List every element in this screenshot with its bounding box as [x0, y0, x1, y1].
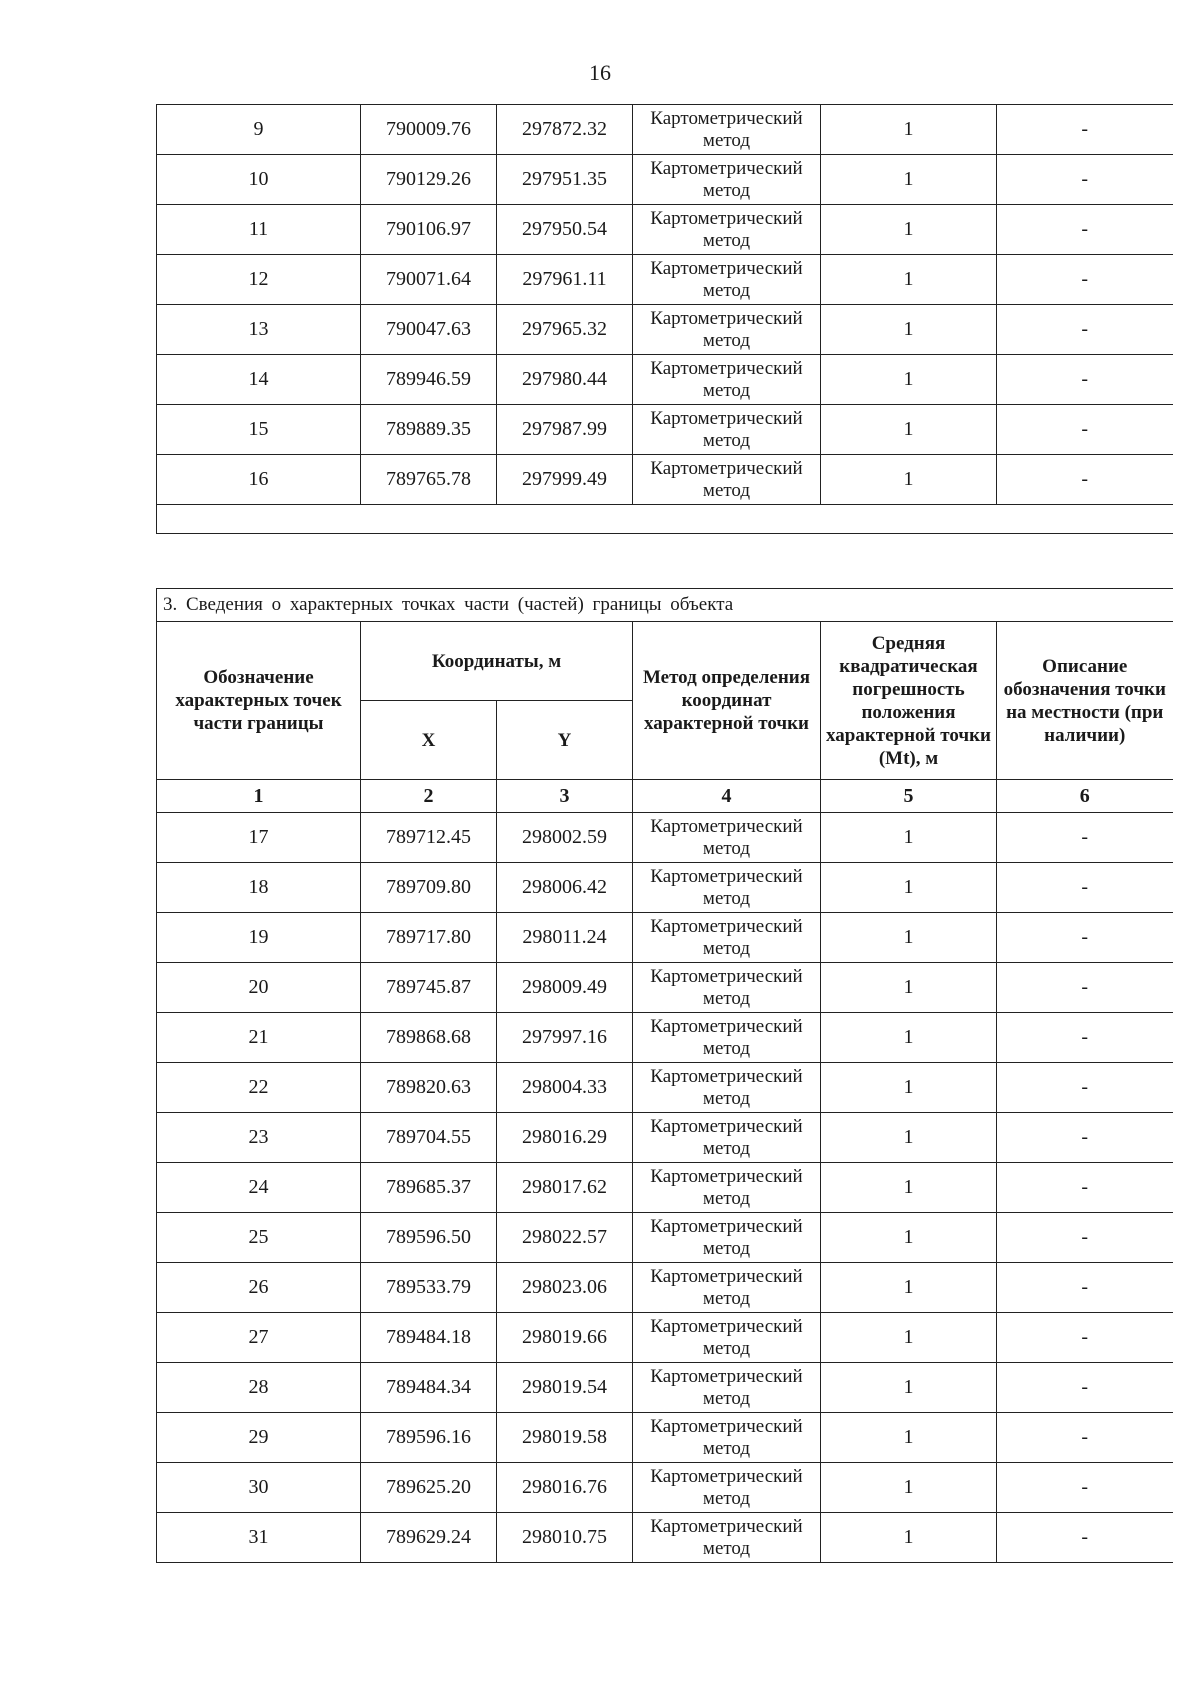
table1-body [157, 105, 1173, 505]
method-line-2: метод [702, 279, 751, 301]
method-cell [633, 305, 821, 355]
table-row [157, 255, 1173, 305]
description-cell: - [997, 1163, 1173, 1213]
y-coordinate-cell: 298016.76 [497, 1463, 633, 1513]
column-number: 1 [157, 780, 361, 813]
x-coordinate-cell: 789709.80 [361, 863, 497, 913]
point-number-cell: 25 [157, 1213, 361, 1263]
description-cell: - [997, 1363, 1173, 1413]
method-line-2: метод [702, 1487, 751, 1509]
point-number-cell: 28 [157, 1363, 361, 1413]
point-number-cell: 17 [157, 813, 361, 863]
point-number-cell: 31 [157, 1513, 361, 1563]
y-coordinate-cell: 297997.16 [497, 1013, 633, 1063]
point-number-cell: 18 [157, 863, 361, 913]
y-coordinate-cell: 297965.32 [497, 305, 633, 355]
x-coordinate-cell: 789889.35 [361, 405, 497, 455]
table-row [157, 1513, 1173, 1563]
mt-error-cell: 1 [821, 355, 997, 405]
y-coordinate-cell: 297872.32 [497, 105, 633, 155]
method-line-1: Картометрический [650, 207, 803, 229]
point-number-cell: 11 [157, 205, 361, 255]
point-number-cell: 19 [157, 913, 361, 963]
point-number-cell: 10 [157, 155, 361, 205]
method-cell [633, 355, 821, 405]
y-coordinate-cell: 298017.62 [497, 1163, 633, 1213]
description-cell: - [997, 1013, 1173, 1063]
method-cell [633, 1413, 821, 1463]
description-cell: - [997, 1213, 1173, 1263]
table-row [157, 1013, 1173, 1063]
method-cell [633, 1213, 821, 1263]
method-line-2: метод [702, 1187, 751, 1209]
y-coordinate-cell: 297950.54 [497, 205, 633, 255]
table-row [157, 813, 1173, 863]
column-number: 5 [821, 780, 997, 813]
point-number-cell: 22 [157, 1063, 361, 1113]
method-cell [633, 255, 821, 305]
mt-error-cell: 1 [821, 1513, 997, 1563]
mt-error-cell: 1 [821, 205, 997, 255]
point-number-cell: 29 [157, 1413, 361, 1463]
method-line-1: Картометрический [650, 1215, 803, 1237]
x-coordinate-cell: 789704.55 [361, 1113, 497, 1163]
mt-error-cell: 1 [821, 1163, 997, 1213]
mt-error-cell: 1 [821, 1113, 997, 1163]
method-line-1: Картометрический [650, 1165, 803, 1187]
x-coordinate-cell: 790009.76 [361, 105, 497, 155]
method-cell [633, 1063, 821, 1113]
method-cell [633, 1313, 821, 1363]
y-coordinate-cell: 297961.11 [497, 255, 633, 305]
table-row [157, 155, 1173, 205]
x-coordinate-cell: 789484.34 [361, 1363, 497, 1413]
method-cell [633, 863, 821, 913]
mt-error-cell: 1 [821, 1313, 997, 1363]
point-number-cell: 26 [157, 1263, 361, 1313]
method-cell [633, 963, 821, 1013]
method-line-1: Картометрический [650, 1415, 803, 1437]
method-line-2: метод [702, 329, 751, 351]
y-coordinate-cell: 297999.49 [497, 455, 633, 505]
point-number-cell: 13 [157, 305, 361, 355]
x-coordinate-cell: 789820.63 [361, 1063, 497, 1113]
table-row [157, 1363, 1173, 1413]
header-coordinates: Координаты, м [361, 622, 633, 701]
method-line-2: метод [702, 1087, 751, 1109]
table-row [157, 205, 1173, 255]
mt-error-cell: 1 [821, 1413, 997, 1463]
header-y: Y [497, 701, 633, 780]
description-cell: - [997, 355, 1173, 405]
method-line-2: метод [702, 1037, 751, 1059]
mt-error-cell: 1 [821, 1063, 997, 1113]
table-row [157, 863, 1173, 913]
table2-body [157, 813, 1173, 1563]
method-line-1: Картометрический [650, 865, 803, 887]
mt-error-cell: 1 [821, 405, 997, 455]
method-line-1: Картометрический [650, 815, 803, 837]
method-line-2: метод [702, 129, 751, 151]
y-coordinate-cell: 297980.44 [497, 355, 633, 405]
column-number: 4 [633, 780, 821, 813]
table-row [157, 1163, 1173, 1213]
method-line-1: Картометрический [650, 965, 803, 987]
point-number-cell: 23 [157, 1113, 361, 1163]
page-number: 16 [589, 60, 611, 85]
mt-error-cell: 1 [821, 913, 997, 963]
point-number-cell: 15 [157, 405, 361, 455]
description-cell: - [997, 155, 1173, 205]
method-line-2: метод [702, 1537, 751, 1559]
method-cell [633, 105, 821, 155]
table-row [157, 1413, 1173, 1463]
method-line-1: Картометрический [650, 457, 803, 479]
method-line-1: Картометрический [650, 1065, 803, 1087]
x-coordinate-cell: 790129.26 [361, 155, 497, 205]
x-coordinate-cell: 790071.64 [361, 255, 497, 305]
y-coordinate-cell: 298016.29 [497, 1113, 633, 1163]
method-line-2: метод [702, 1337, 751, 1359]
method-line-2: метод [702, 1387, 751, 1409]
table-row [157, 1063, 1173, 1113]
y-coordinate-cell: 298010.75 [497, 1513, 633, 1563]
method-cell [633, 1513, 821, 1563]
y-coordinate-cell: 298004.33 [497, 1063, 633, 1113]
method-line-1: Картометрический [650, 1115, 803, 1137]
header-x: X [361, 701, 497, 780]
method-line-2: метод [702, 987, 751, 1009]
y-coordinate-cell: 298011.24 [497, 913, 633, 963]
column-number: 6 [997, 780, 1173, 813]
method-line-2: метод [702, 479, 751, 501]
column-number: 3 [497, 780, 633, 813]
method-line-2: метод [702, 937, 751, 959]
method-line-1: Картометрический [650, 1515, 803, 1537]
table-row [157, 305, 1173, 355]
x-coordinate-cell: 789868.68 [361, 1013, 497, 1063]
method-line-2: метод [702, 379, 751, 401]
method-line-2: метод [702, 837, 751, 859]
method-line-2: метод [702, 1237, 751, 1259]
x-coordinate-cell: 789484.18 [361, 1313, 497, 1363]
method-cell [633, 205, 821, 255]
y-coordinate-cell: 298019.58 [497, 1413, 633, 1463]
point-number-cell: 20 [157, 963, 361, 1013]
method-line-1: Картометрический [650, 307, 803, 329]
table-row [157, 455, 1173, 505]
table1-empty-row [157, 505, 1173, 534]
table-row [157, 405, 1173, 455]
mt-error-cell: 1 [821, 863, 997, 913]
description-cell: - [997, 1413, 1173, 1463]
mt-error-cell: 1 [821, 105, 997, 155]
method-line-2: метод [702, 1287, 751, 1309]
y-coordinate-cell: 298023.06 [497, 1263, 633, 1313]
method-line-1: Картометрический [650, 915, 803, 937]
method-line-2: метод [702, 1437, 751, 1459]
method-cell [633, 913, 821, 963]
method-line-2: метод [702, 429, 751, 451]
method-cell [633, 1113, 821, 1163]
mt-error-cell: 1 [821, 963, 997, 1013]
x-coordinate-cell: 789629.24 [361, 1513, 497, 1563]
table-row [157, 963, 1173, 1013]
mt-error-cell: 1 [821, 1213, 997, 1263]
method-cell [633, 455, 821, 505]
mt-error-cell: 1 [821, 1263, 997, 1313]
method-cell [633, 1363, 821, 1413]
y-coordinate-cell: 298002.59 [497, 813, 633, 863]
point-number-cell: 9 [157, 105, 361, 155]
header-description: Описание обозначения точки на местности (при наличии) [997, 622, 1173, 780]
point-number-cell: 16 [157, 455, 361, 505]
x-coordinate-cell: 789712.45 [361, 813, 497, 863]
description-cell: - [997, 963, 1173, 1013]
description-cell: - [997, 1513, 1173, 1563]
table-row [157, 105, 1173, 155]
x-coordinate-cell: 789533.79 [361, 1263, 497, 1313]
y-coordinate-cell: 298022.57 [497, 1213, 633, 1263]
description-cell: - [997, 1063, 1173, 1113]
column-number: 2 [361, 780, 497, 813]
point-number-cell: 14 [157, 355, 361, 405]
x-coordinate-cell: 790106.97 [361, 205, 497, 255]
point-number-cell: 27 [157, 1313, 361, 1363]
method-line-2: метод [702, 887, 751, 909]
x-coordinate-cell: 790047.63 [361, 305, 497, 355]
description-cell: - [997, 813, 1173, 863]
table-row [157, 913, 1173, 963]
point-number-cell: 30 [157, 1463, 361, 1513]
mt-error-cell: 1 [821, 813, 997, 863]
description-cell: - [997, 405, 1173, 455]
y-coordinate-cell: 297987.99 [497, 405, 633, 455]
table-row [157, 1113, 1173, 1163]
table-row [157, 1213, 1173, 1263]
method-cell [633, 1463, 821, 1513]
description-cell: - [997, 1313, 1173, 1363]
x-coordinate-cell: 789717.80 [361, 913, 497, 963]
method-line-1: Картометрический [650, 1265, 803, 1287]
table-row [157, 1313, 1173, 1363]
header-point-designation: Обозначение характерных точек части границы [157, 622, 361, 780]
part-boundary-points-table [156, 588, 1173, 1563]
method-line-1: Картометрический [650, 1365, 803, 1387]
point-number-cell: 12 [157, 255, 361, 305]
column-number-row [157, 780, 1173, 813]
description-cell: - [997, 863, 1173, 913]
mt-error-cell: 1 [821, 1363, 997, 1413]
header-method: Метод определения координат характерной точки [633, 622, 821, 780]
method-line-1: Картометрический [650, 107, 803, 129]
method-line-2: метод [702, 179, 751, 201]
point-number-cell: 24 [157, 1163, 361, 1213]
boundary-points-table-continued [156, 104, 1173, 534]
y-coordinate-cell: 298019.54 [497, 1363, 633, 1413]
method-cell [633, 1013, 821, 1063]
method-cell [633, 1263, 821, 1313]
y-coordinate-cell: 298006.42 [497, 863, 633, 913]
mt-error-cell: 1 [821, 1463, 997, 1513]
table-row [157, 1263, 1173, 1313]
description-cell: - [997, 105, 1173, 155]
description-cell: - [997, 1263, 1173, 1313]
description-cell: - [997, 1113, 1173, 1163]
table-row [157, 1463, 1173, 1513]
method-line-2: метод [702, 229, 751, 251]
x-coordinate-cell: 789625.20 [361, 1463, 497, 1513]
method-cell [633, 813, 821, 863]
method-cell [633, 1163, 821, 1213]
x-coordinate-cell: 789946.59 [361, 355, 497, 405]
table1-empty-cell [157, 505, 1173, 534]
y-coordinate-cell: 298009.49 [497, 963, 633, 1013]
description-cell: - [997, 455, 1173, 505]
mt-error-cell: 1 [821, 255, 997, 305]
method-cell [633, 405, 821, 455]
mt-error-cell: 1 [821, 305, 997, 355]
y-coordinate-cell: 298019.66 [497, 1313, 633, 1363]
x-coordinate-cell: 789745.87 [361, 963, 497, 1013]
x-coordinate-cell: 789596.50 [361, 1213, 497, 1263]
header-mt-error: Средняя квадратическая погрешность положения характерной точки (Mt), м [821, 622, 997, 780]
description-cell: - [997, 1463, 1173, 1513]
mt-error-cell: 1 [821, 1013, 997, 1063]
method-line-1: Картометрический [650, 1465, 803, 1487]
description-cell: - [997, 205, 1173, 255]
method-line-1: Картометрический [650, 407, 803, 429]
method-line-1: Картометрический [650, 1015, 803, 1037]
point-number-cell: 21 [157, 1013, 361, 1063]
mt-error-cell: 1 [821, 155, 997, 205]
description-cell: - [997, 255, 1173, 305]
description-cell: - [997, 913, 1173, 963]
table-row [157, 355, 1173, 405]
x-coordinate-cell: 789765.78 [361, 455, 497, 505]
mt-error-cell: 1 [821, 455, 997, 505]
table-caption-row [157, 589, 1173, 622]
description-cell: - [997, 305, 1173, 355]
method-cell [633, 155, 821, 205]
header-row [157, 622, 1173, 701]
method-line-1: Картометрический [650, 1315, 803, 1337]
method-line-1: Картометрический [650, 357, 803, 379]
x-coordinate-cell: 789685.37 [361, 1163, 497, 1213]
table-caption: 3. Сведения о характерных точках части (частей) границы объекта [157, 589, 1173, 622]
x-coordinate-cell: 789596.16 [361, 1413, 497, 1463]
method-line-1: Картометрический [650, 257, 803, 279]
y-coordinate-cell: 297951.35 [497, 155, 633, 205]
method-line-1: Картометрический [650, 157, 803, 179]
method-line-2: метод [702, 1137, 751, 1159]
